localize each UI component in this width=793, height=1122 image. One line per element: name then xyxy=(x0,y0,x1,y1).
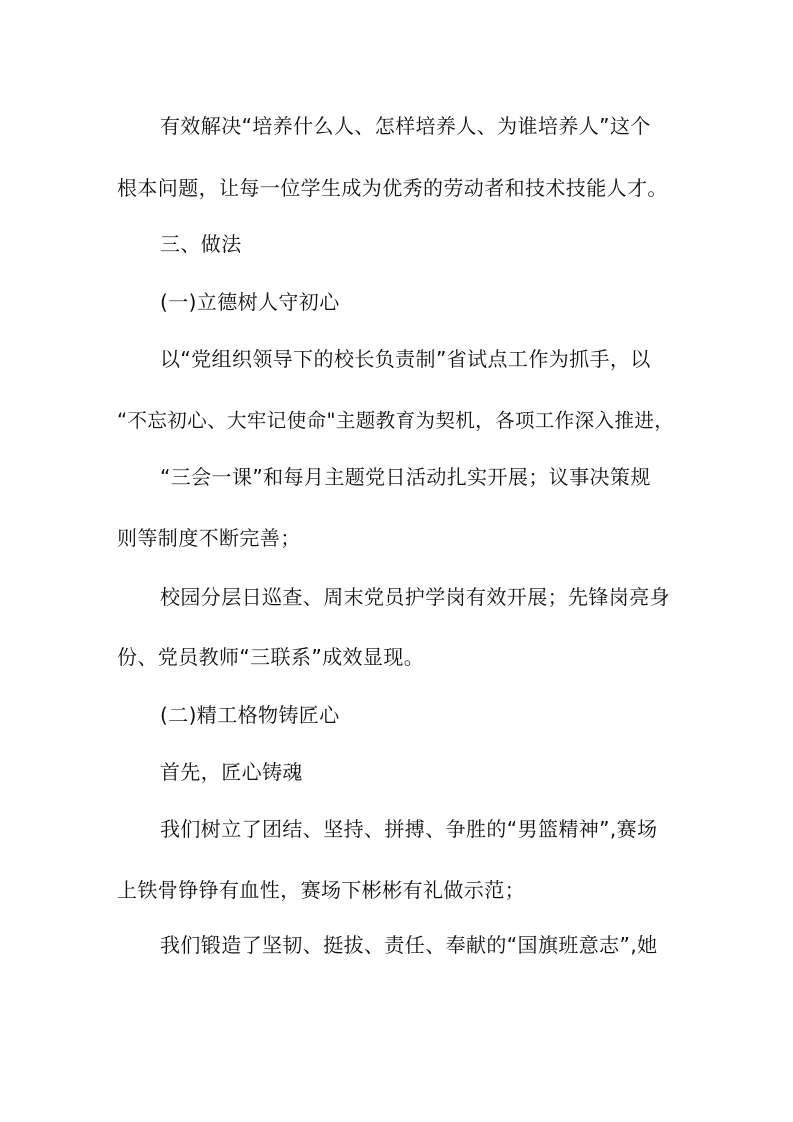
section-heading: 三、做法 xyxy=(160,232,242,256)
paragraph-line: 上铁骨铮铮有血性，赛场下彬彬有礼做示范； xyxy=(117,878,525,902)
paragraph-line: 则等制度不断完善； xyxy=(117,526,301,550)
paragraph-line: “三会一课”和每月主题党日活动扎实开展；议事决策规 xyxy=(160,465,651,489)
paragraph-line: 根本问题，让每一位学生成为优秀的劳动者和技术技能人才。 xyxy=(117,176,668,200)
subsection-heading: (二)精工格物铸匠心 xyxy=(160,703,340,727)
paragraph-line: 我们树立了团结、坚持、拼搏、争胜的“男篮精神”,赛场 xyxy=(160,817,658,841)
subsection-heading: (一)立德树人守初心 xyxy=(160,290,340,314)
paragraph-line: “不忘初心、大牢记使命"主题教育为契机，各项工作深入推进， xyxy=(117,409,675,432)
paragraph-line: 我们锻造了坚韧、挺拔、责任、奉献的“国旗班意志”,她 xyxy=(160,933,658,957)
paragraph-line: 校园分层日巡查、周末党员护学岗有效开展；先锋岗亮身 xyxy=(160,585,670,609)
paragraph-line: 份、党员教师“三联系”成效显现。 xyxy=(117,645,425,669)
paragraph-line: 有效解决“培养什么人、怎样培养人、为谁培养人”这个 xyxy=(160,114,651,138)
paragraph-line: 以“党组织领导下的校长负责制”省试点工作为抓手，以 xyxy=(160,347,651,371)
paragraph-line: 首先，匠心铸魂 xyxy=(160,760,303,784)
